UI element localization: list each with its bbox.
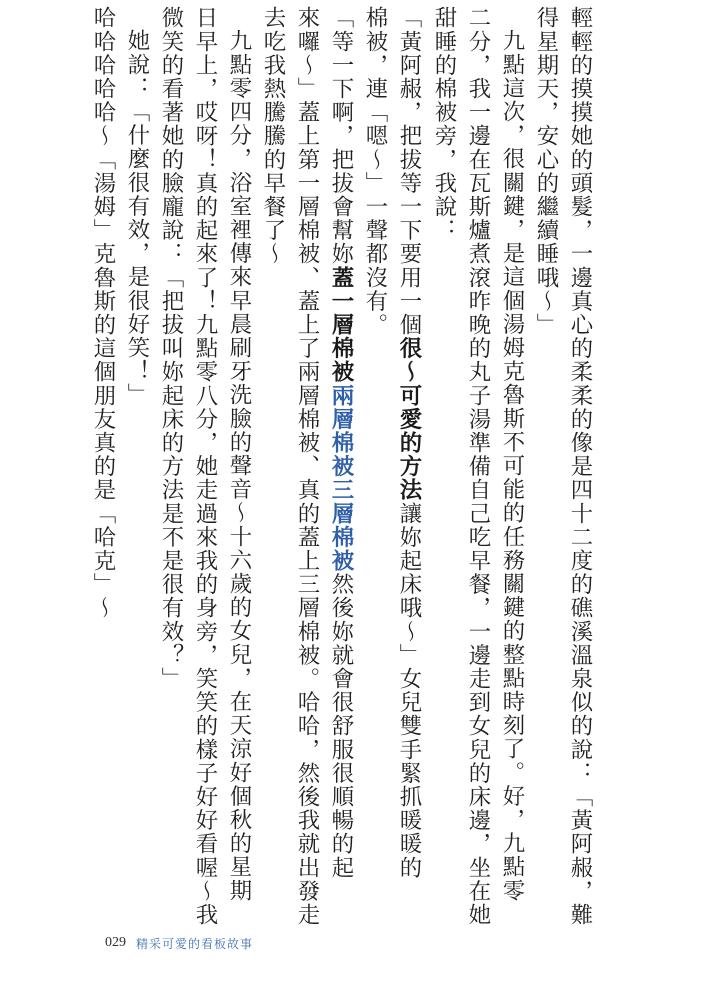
emphasis-one-layer: 蓋一層棉被 bbox=[328, 265, 354, 384]
text-line: 「等一下啊，把拔會幫妳 bbox=[328, 6, 354, 266]
text-column-4 bbox=[461, 6, 495, 926]
text-column-2 bbox=[529, 6, 563, 336]
text-column-14 bbox=[120, 29, 154, 407]
text-line: 得星期天，安心的繼續睡哦～」 bbox=[533, 6, 559, 337]
text-column-7 bbox=[358, 6, 392, 336]
text-column-1 bbox=[563, 6, 597, 926]
text-line: 九點零四分，浴室裡傳來早晨刷牙洗臉的聲音～十六歲的女兒，在天涼好個秋的星期 bbox=[226, 29, 252, 903]
emphasis-three-layers: 三層棉被 bbox=[328, 478, 354, 573]
text-line: 輕輕的摸摸她的頭髮，一邊真心的柔柔的像是四十二度的礁溪溫泉似的說：「黃阿赧，難 bbox=[567, 6, 593, 927]
text-column-3 bbox=[495, 29, 529, 902]
page-footer bbox=[105, 932, 253, 954]
text-column-11 bbox=[222, 29, 256, 902]
text-line: 微笑的看著她的臉龐說：「把拔叫妳起床的方法是不是很有效？」 bbox=[158, 6, 184, 691]
text-line: 來囉～」蓋上第一層棉被、蓋上了兩層棉被、真的蓋上三層棉被。哈哈，然後我就出發走 bbox=[294, 6, 320, 927]
text-line: 哈哈哈哈哈～「湯姆」克魯斯的這個朋友真的是「哈克」～ bbox=[90, 6, 116, 620]
text-line: 她說：「什麼很有效，是很好笑！」 bbox=[124, 29, 150, 407]
text-column-8 bbox=[324, 6, 358, 879]
text-line: 然後妳就會很舒服很順暢的起 bbox=[328, 572, 354, 880]
text-line: 日早上，哎呀！真的起來了！九點零八分，她走過來我的身旁，笑笑的樣子好好看喔～我 bbox=[192, 6, 218, 927]
text-column-15 bbox=[86, 6, 120, 620]
text-column-9 bbox=[290, 6, 324, 926]
text-column-6 bbox=[392, 6, 426, 879]
running-title: 精采可愛的看板故事 bbox=[136, 936, 254, 951]
text-column-13 bbox=[154, 6, 188, 690]
text-column-5 bbox=[427, 6, 461, 242]
text-line: 二分，我一邊在瓦斯爐煮滾昨晚的丸子湯準備自己吃早餐，一邊走到女兒的床邊，坐在她 bbox=[465, 6, 491, 927]
text-line: 甜睡的棉被旁，我說： bbox=[431, 6, 457, 242]
text-line: 棉被，連「嗯～」一聲都沒有。 bbox=[362, 6, 388, 337]
text-line: 讓妳起床哦～」女兒雙手緊抓暖暖的 bbox=[396, 501, 422, 880]
text-column-12 bbox=[188, 6, 222, 926]
text-line: 九點這次，很關鍵，是這個湯姆克魯斯不可能的任務關鍵的整點時刻了。好，九點零 bbox=[499, 29, 525, 903]
page-number: 029 bbox=[105, 935, 126, 950]
text-line: 「黃阿赧，把拔等一下要用一個 bbox=[396, 6, 422, 337]
text-line: 去吃我熱騰騰的早餐了～ bbox=[260, 6, 286, 266]
text-column-10 bbox=[256, 6, 290, 266]
emphasis-text: 很～可愛的方法 bbox=[396, 336, 422, 502]
emphasis-two-layers: 兩層棉被 bbox=[328, 383, 354, 479]
